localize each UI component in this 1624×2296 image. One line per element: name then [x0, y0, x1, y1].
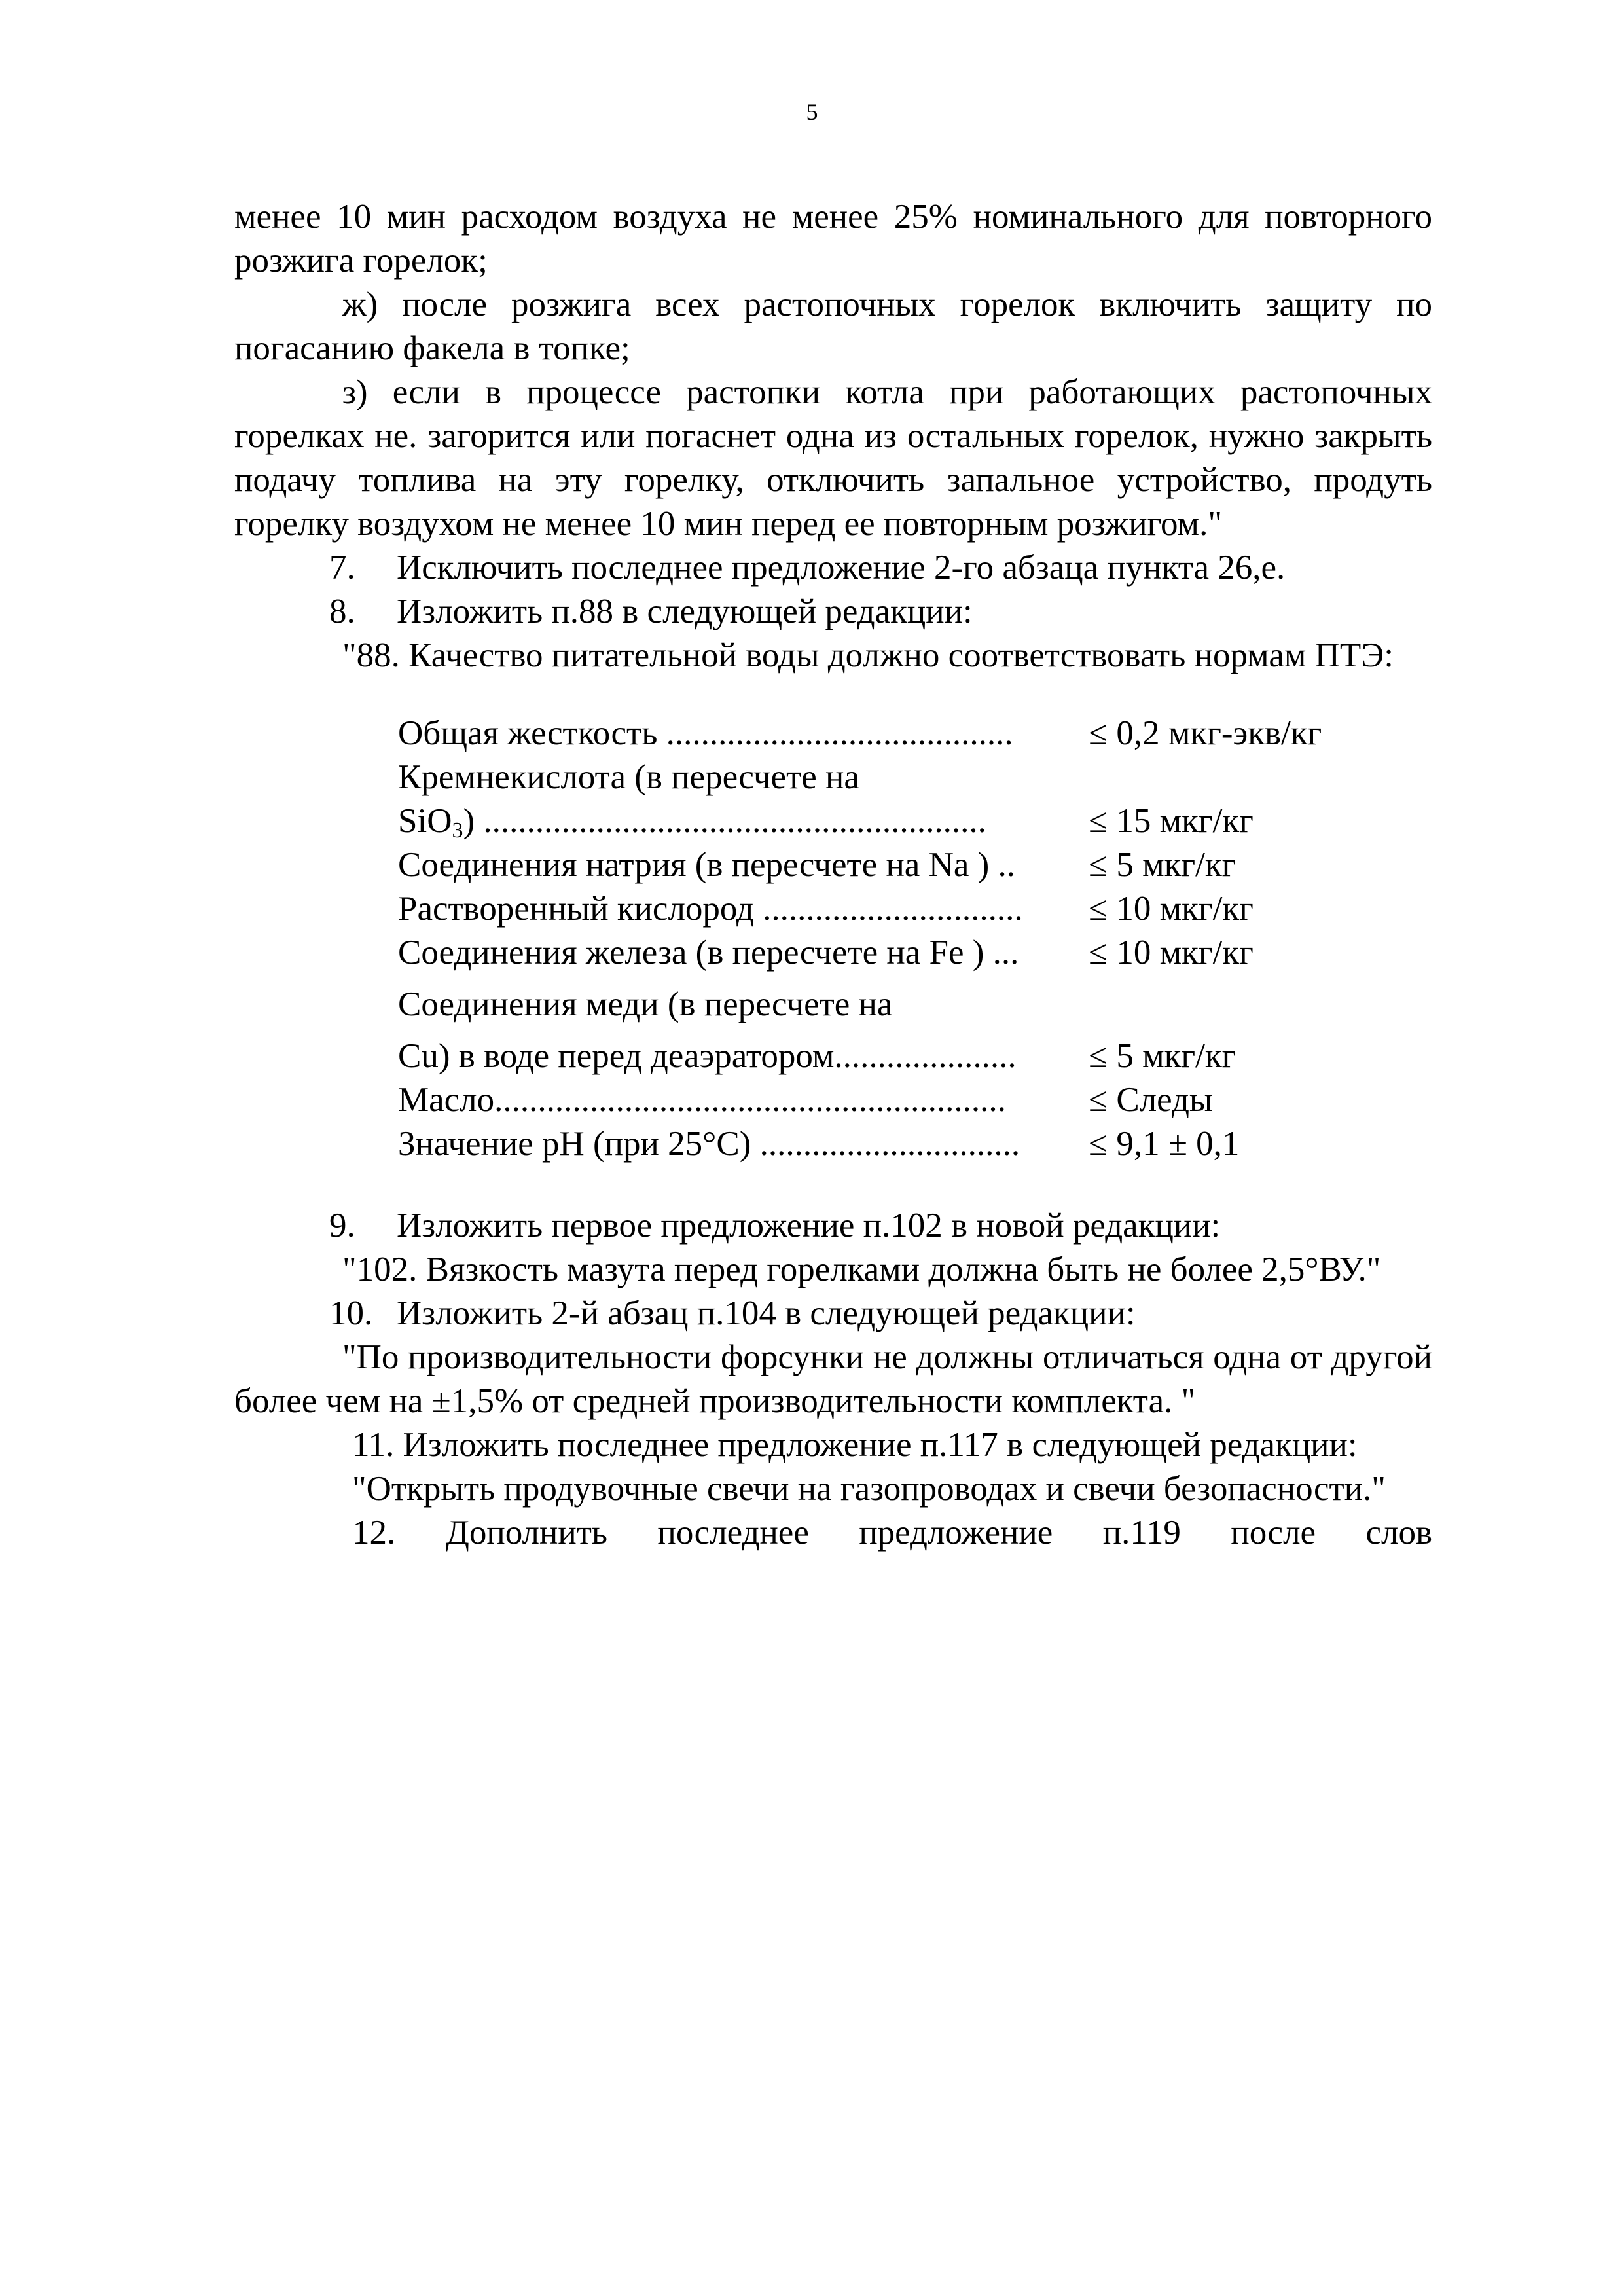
norm-label: Значение pH (при 25°C) ..............................	[398, 1125, 1020, 1163]
norm-row	[398, 887, 1432, 931]
document-body	[234, 195, 1432, 1555]
norm-value: ≤ 10 мкг/кг	[1089, 934, 1254, 972]
list-item-12: 12. Дополнить последнее предложение п.119 после слов	[352, 1514, 1432, 1552]
norm-row	[398, 843, 1432, 887]
item-text: Изложить п.88 в следующей редакции:	[397, 592, 973, 630]
norm-value: ≤ 5 мкг/кг	[1089, 1037, 1236, 1075]
paragraph-item-zh: ж) после розжига всех растопочных горелок включить защиту по погасанию факела в топке;	[234, 285, 1432, 367]
norm-label: Кремнекислота (в пересчете на	[398, 758, 859, 796]
item-number: 10.	[329, 1294, 373, 1332]
norm-value: ≤ 5 мкг/кг	[1089, 846, 1236, 884]
norm-value: ≤ 9,1 ± 0,1	[1089, 1125, 1240, 1163]
paragraph-item-z: з) если в процессе растопки котла при работающих растопочных горелках не. загорится или погаснет одна из остальных горелок, нужно закрыть подачу топлива на эту горелку, отключить запальное устройство, продуть горелку воздухом не менее 10 мин перед ее повторным розжигом."	[234, 373, 1432, 543]
item-number: 8.	[329, 592, 355, 630]
item-number: 9.	[329, 1207, 355, 1245]
norm-value: ≤ 15 мкг/кг	[1089, 802, 1254, 840]
norm-row	[398, 1034, 1432, 1078]
norm-value: ≤ 10 мкг/кг	[1089, 890, 1254, 928]
norm-value: ≤ 0,2 мкг-экв/кг	[1089, 714, 1322, 752]
list-item-7	[234, 546, 1432, 590]
norms-table	[234, 712, 1432, 1166]
list-item-8	[234, 590, 1432, 634]
norm-label: Общая жесткость ........................................	[398, 714, 1013, 752]
norm-label: Соединения меди (в пересчете на	[398, 985, 893, 1023]
norm-label: Растворенный кислород ..............................	[398, 890, 1023, 928]
norm-row	[398, 983, 1432, 1027]
quote-102: "102. Вязкость мазута перед горелками должна быть не более 2,5°ВУ."	[342, 1250, 1381, 1288]
norm-label: SiO$_3$) ..........................................................	[398, 802, 986, 843]
page-number: 5	[806, 99, 818, 125]
norm-label: Масло...........................................................	[398, 1081, 1006, 1119]
paragraph-continuation: менее 10 мин расходом воздуха не менее 25% номинального для повторного розжига горелок;	[234, 198, 1432, 280]
list-item-10	[234, 1292, 1432, 1336]
quote-104: "По производительности форсунки не должны отличаться одна от другой более чем на ±1,5% от средней производительности комплекта. "	[234, 1338, 1432, 1420]
norm-row	[398, 931, 1432, 975]
quote-88: "88. Качество питательной воды должно соответствовать нормам ПТЭ:	[342, 636, 1394, 674]
item-text: Изложить первое предложение п.102 в новой редакции:	[397, 1207, 1221, 1245]
norm-row	[398, 799, 1432, 843]
item-text: Исключить последнее предложение 2-го абзаца пункта 26,е.	[397, 549, 1286, 587]
norm-row	[398, 756, 1432, 799]
item-text: Изложить 2-й абзац п.104 в следующей редакции:	[397, 1294, 1136, 1332]
list-item-11: 11. Изложить последнее предложение п.117 в следующей редакции:	[352, 1426, 1358, 1464]
norm-row	[398, 1078, 1432, 1122]
norm-row	[398, 712, 1432, 756]
norm-label: Cu) в воде перед деаэратором.....................	[398, 1037, 1017, 1075]
quote-117: "Открыть продувочные свечи на газопроводах и свечи безопасности."	[352, 1470, 1386, 1508]
norm-label: Соединения железа (в пересчете на Fe ) ...	[398, 934, 1019, 972]
item-number: 7.	[329, 549, 355, 587]
norm-label: Соединения натрия (в пересчете на Na ) ..	[398, 846, 1016, 884]
list-item-9	[234, 1204, 1432, 1248]
norm-row	[398, 1122, 1432, 1166]
norm-value: ≤ Следы	[1089, 1081, 1213, 1119]
